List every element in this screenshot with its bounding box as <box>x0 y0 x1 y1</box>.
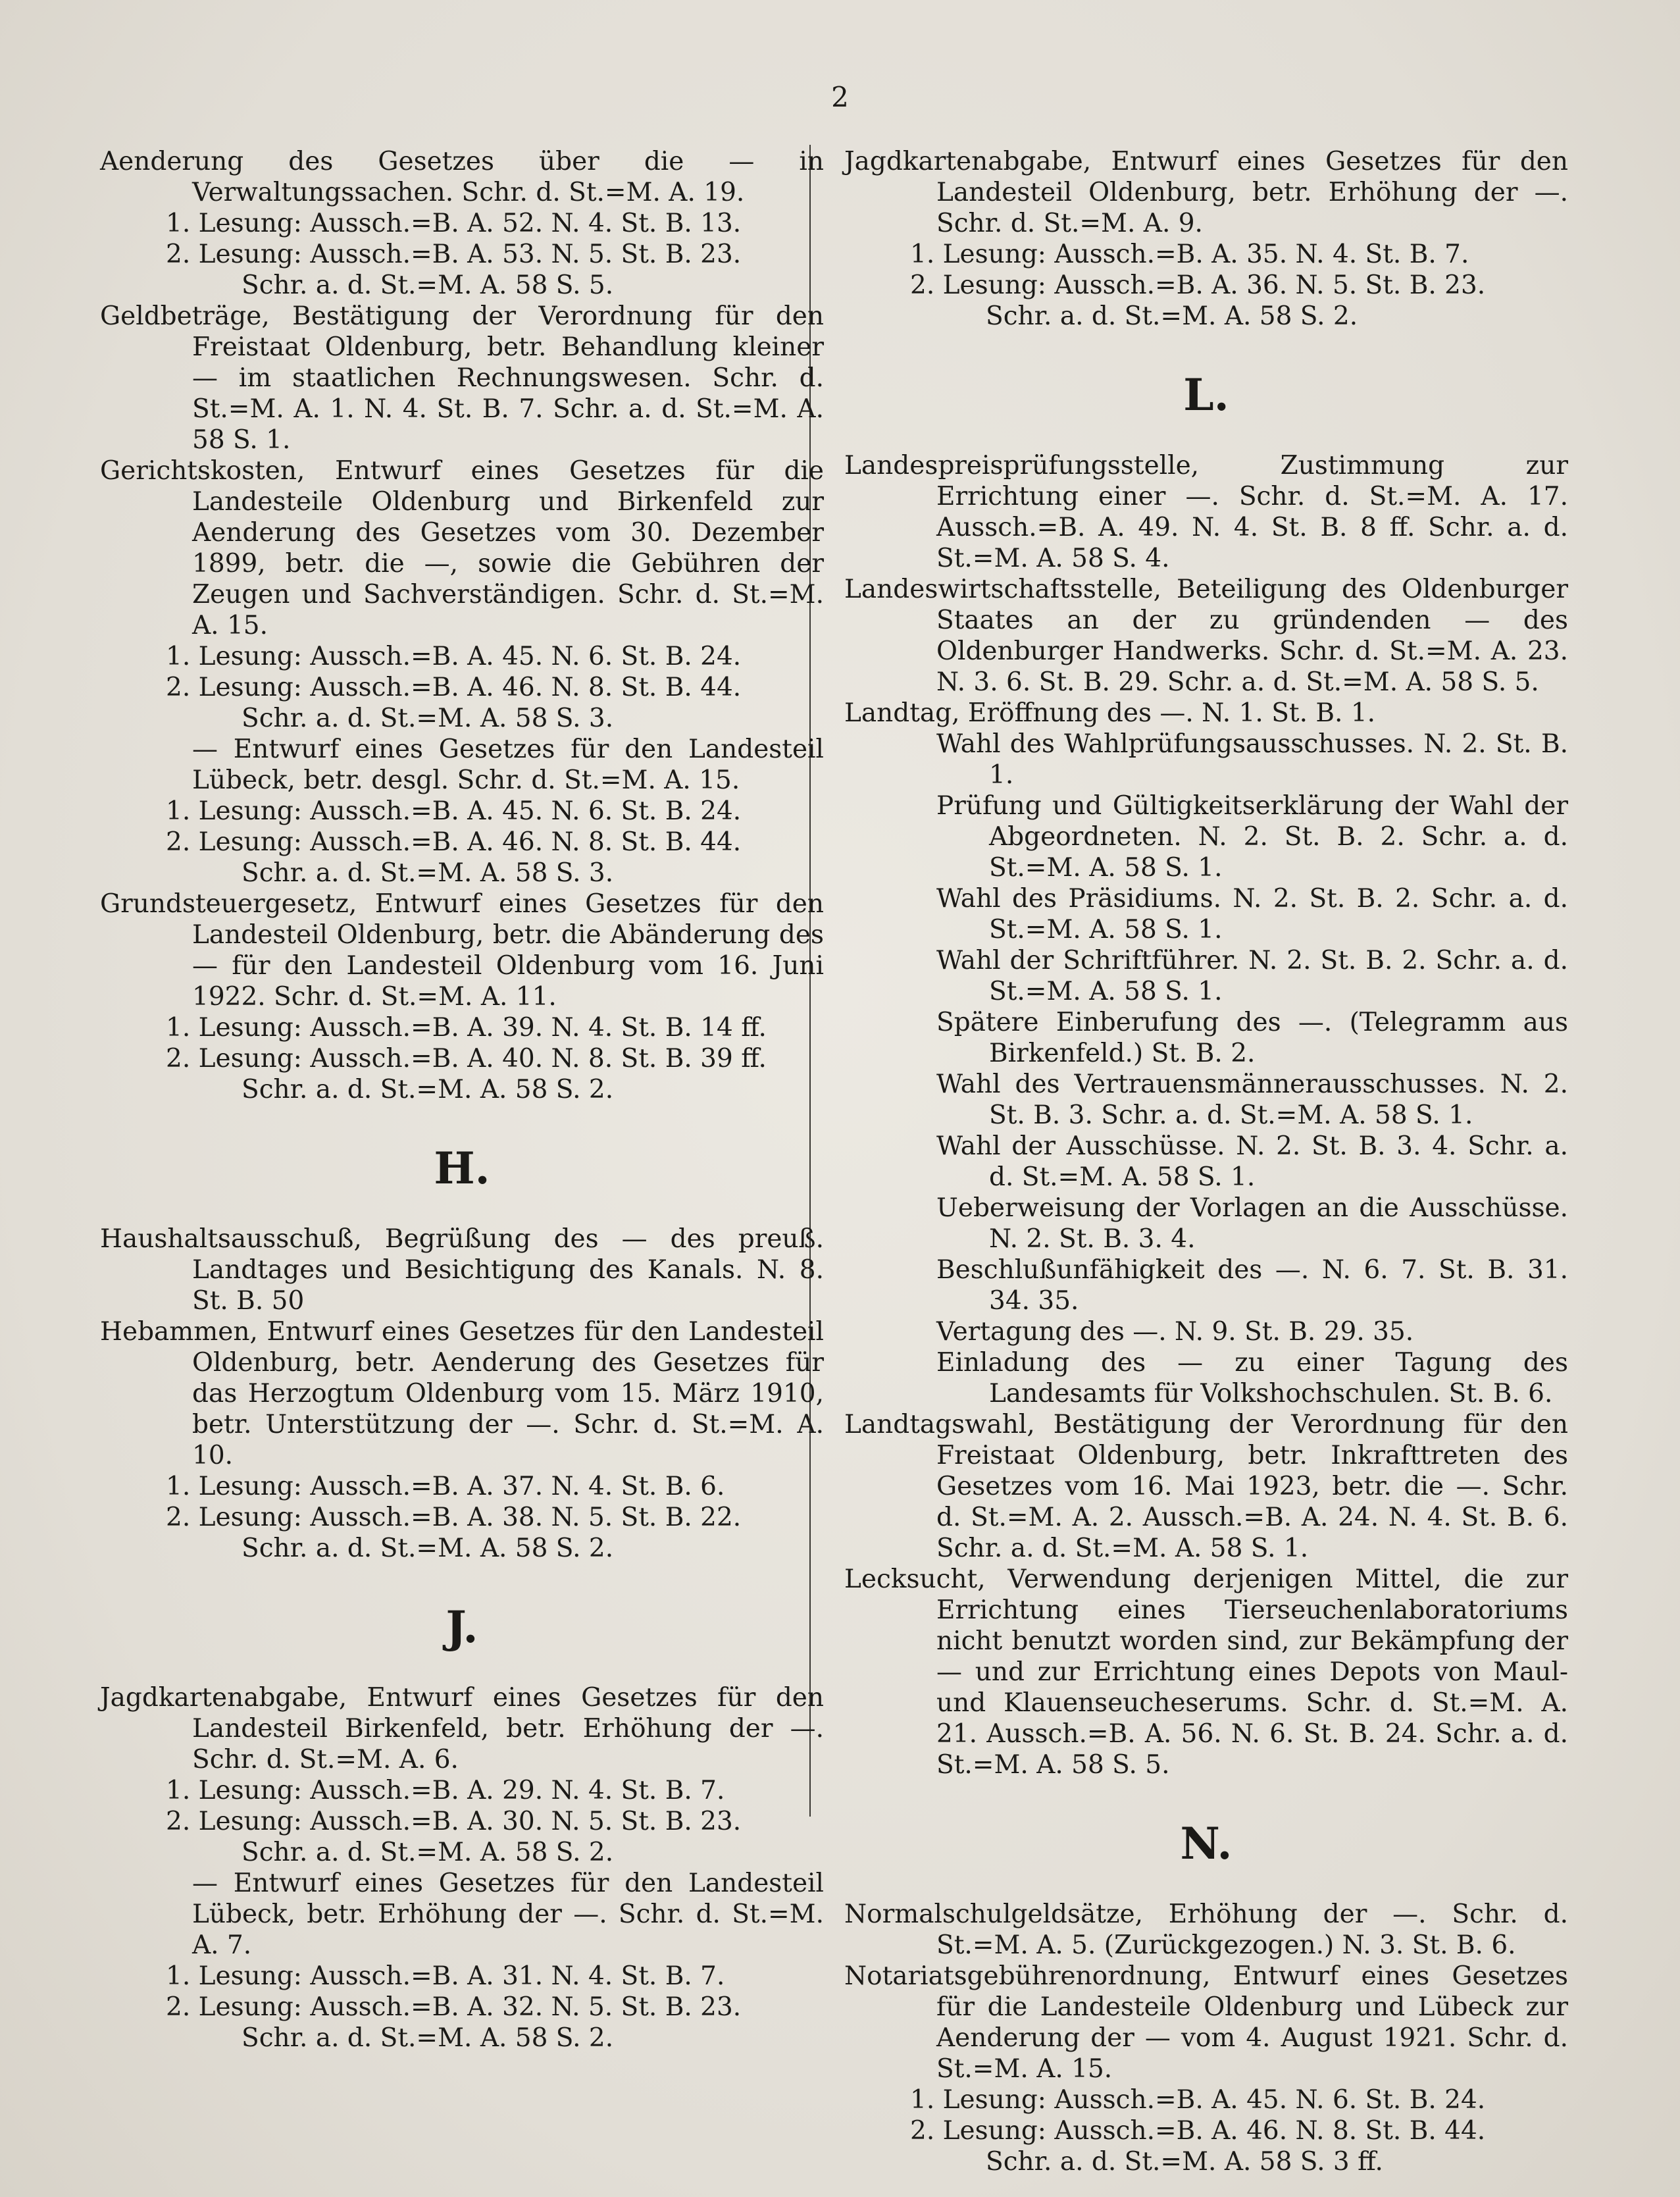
reading-line: 2. Lesung: Aussch.=B. A. 32. N. 5. St. B. 23. <box>166 1992 742 2022</box>
index-entry: Landeswirtschaftsstelle, Beteiligung des Oldenburger Staates an der zu gründenden — des Oldenburger Handwerks. Schr. d. St.=M. A. 23. N. 3. 6. St. B. 29. Schr. a. d. St.=M. A. 58 S. 5. <box>844 575 1568 697</box>
reading-line: 1. Lesung: Aussch.=B. A. 45. N. 6. St. B. 24. <box>166 642 742 671</box>
reading-line: 1. Lesung: Aussch.=B. A. 35. N. 4. St. B. 7. <box>910 240 1469 269</box>
schr-reference: Schr. a. d. St.=M. A. 58 S. 2. <box>986 301 1358 331</box>
index-entry: Jagdkartenabgabe, Entwurf eines Gesetzes für den Landesteil Oldenburg, betr. Erhöhung der —. Schr. d. St.=M. A. 9. <box>844 147 1568 238</box>
index-subitem: Wahl des Wahlprüfungsausschusses. N. 2. St. B. 1. <box>936 729 1568 790</box>
index-entry: Hebammen, Entwurf eines Gesetzes für den Landesteil Oldenburg, betr. Aenderung des Gesetzes für das Herzogtum Oldenburg vom 15. März 1910, betr. Unterstützung der —. Schr. d. St.=M. A. 10. <box>100 1317 824 1470</box>
index-entry: Gerichtskosten, Entwurf eines Gesetzes für die Landesteile Oldenburg und Birkenfeld zur Aenderung des Gesetzes vom 30. Dezember 1899, betr. die —, sowie die Gebühren der Zeugen und Sachverständigen. Schr. d. St.=M. A. 15. <box>100 456 824 640</box>
index-entry: Aenderung des Gesetzes über die — in Verwaltungssachen. Schr. d. St.=M. A. 19. <box>100 147 824 207</box>
right-column <box>844 146 1568 2177</box>
section-letter: L. <box>1183 369 1229 421</box>
index-entry: Grundsteuergesetz, Entwurf eines Gesetzes für den Landesteil Oldenburg, betr. die Abänderung des — für den Landesteil Oldenburg vom 16. Juni 1922. Schr. d. St.=M. A. 11. <box>100 889 824 1012</box>
page-number: 2 <box>831 81 849 113</box>
schr-reference: Schr. a. d. St.=M. A. 58 S. 2. <box>242 2023 614 2053</box>
index-entry: Normalschulgeldsätze, Erhöhung der —. Schr. d. St.=M. A. 5. (Zurückgezogen.) N. 3. St. B. 6. <box>844 1900 1568 1960</box>
index-subitem: Prüfung und Gültigkeitserklärung der Wahl der Abgeordneten. N. 2. St. B. 2. Schr. a. d. St.=M. A. 58 S. 1. <box>936 791 1568 883</box>
index-subitem: Wahl der Schriftführer. N. 2. St. B. 2. Schr. a. d. St.=M. A. 58 S. 1. <box>936 946 1568 1006</box>
schr-reference: Schr. a. d. St.=M. A. 58 S. 3 ff. <box>986 2147 1383 2177</box>
index-subitem: Vertagung des —. N. 9. St. B. 29. 35. <box>936 1317 1414 1347</box>
index-entry: Landtagswahl, Bestätigung der Verordnung für den Freistaat Oldenburg, betr. Inkrafttreten des Gesetzes vom 16. Mai 1923, betr. die —. Schr. d. St.=M. A. 2. Aussch.=B. A. 24. N. 4. St. B. 6. Schr. a. d. St.=M. A. 58 S. 1. <box>844 1410 1568 1563</box>
schr-reference: Schr. a. d. St.=M. A. 58 S. 3. <box>242 704 614 733</box>
index-entry: Landtag, Eröffnung des —. N. 1. St. B. 1. <box>844 698 1376 728</box>
index-subitem: Wahl des Vertrauensmännerausschusses. N. 2. St. B. 3. Schr. a. d. St.=M. A. 58 S. 1. <box>936 1070 1568 1130</box>
reading-line: 2. Lesung: Aussch.=B. A. 38. N. 5. St. B. 22. <box>166 1503 742 1532</box>
section-letter: H. <box>434 1143 490 1194</box>
index-entry: Lecksucht, Verwendung derjenigen Mittel, die zur Errichtung eines Tierseuchenlaboratoriums nicht benutzt worden sind, zur Bekämpfung der — und zur Errichtung eines Depots von Maul- und Klauenseucheserums. Schr. d. St.=M. A. 21. Aussch.=B. A. 56. N. 6. St. B. 24. Schr. a. d. St.=M. A. 58 S. 5. <box>844 1564 1568 1780</box>
reading-line: 1. Lesung: Aussch.=B. A. 45. N. 6. St. B. 24. <box>910 2085 1486 2115</box>
reading-line: 2. Lesung: Aussch.=B. A. 46. N. 8. St. B. 44. <box>910 2116 1486 2146</box>
index-subitem: Ueberweisung der Vorlagen an die Ausschüsse. N. 2. St. B. 3. 4. <box>936 1193 1568 1254</box>
index-subitem: Wahl des Präsidiums. N. 2. St. B. 2. Schr. a. d. St.=M. A. 58 S. 1. <box>936 884 1568 944</box>
reading-line: 1. Lesung: Aussch.=B. A. 29. N. 4. St. B. 7. <box>166 1776 725 1805</box>
reading-line: 2. Lesung: Aussch.=B. A. 46. N. 8. St. B. 44. <box>166 827 742 857</box>
index-subitem: Einladung des — zu einer Tagung des Landesamts für Volkshochschulen. St. B. 6. <box>936 1348 1568 1409</box>
schr-reference: Schr. a. d. St.=M. A. 58 S. 5. <box>242 271 614 300</box>
reading-line: 2. Lesung: Aussch.=B. A. 40. N. 8. St. B. 39 ff. <box>166 1044 767 1073</box>
section-letter: J. <box>445 1601 478 1653</box>
section-letter: N. <box>1180 1818 1233 1869</box>
index-entry: Haushaltsausschuß, Begrüßung des — des preuß. Landtages und Besichtigung des Kanals. N. 8. St. B. 50 <box>100 1224 824 1316</box>
reading-line: 1. Lesung: Aussch.=B. A. 52. N. 4. St. B. 13. <box>166 209 742 238</box>
index-entry: Jagdkartenabgabe, Entwurf eines Gesetzes für den Landesteil Birkenfeld, betr. Erhöhung der —. Schr. d. St.=M. A. 6. <box>100 1683 824 1774</box>
index-entry: Notariatsgebührenordnung, Entwurf eines Gesetzes für die Landesteile Oldenburg und Lübeck zur Aenderung der — vom 4. August 1921. Schr. d. St.=M. A. 15. <box>844 1961 1568 2084</box>
reading-line: 2. Lesung: Aussch.=B. A. 53. N. 5. St. B. 23. <box>166 240 742 269</box>
index-subitem: Beschlußunfähigkeit des —. N. 6. 7. St. B. 31. 34. 35. <box>936 1255 1568 1316</box>
index-entry: — Entwurf eines Gesetzes für den Landesteil Lübeck, betr. Erhöhung der —. Schr. d. St.=M. A. 7. <box>192 1869 824 1960</box>
index-entry: — Entwurf eines Gesetzes für den Landesteil Lübeck, betr. desgl. Schr. d. St.=M. A. 15. <box>192 735 824 795</box>
schr-reference: Schr. a. d. St.=M. A. 58 S. 2. <box>242 1534 614 1563</box>
index-entry: Geldbeträge, Bestätigung der Verordnung für den Freistaat Oldenburg, betr. Behandlung kleiner — im staatlichen Rechnungswesen. Schr. d. St.=M. A. 1. N. 4. St. B. 7. Schr. a. d. St.=M. A. 58 S. 1. <box>100 301 824 455</box>
reading-line: 2. Lesung: Aussch.=B. A. 30. N. 5. St. B. 23. <box>166 1807 742 1836</box>
schr-reference: Schr. a. d. St.=M. A. 58 S. 2. <box>242 1075 614 1104</box>
reading-line: 2. Lesung: Aussch.=B. A. 46. N. 8. St. B. 44. <box>166 673 742 702</box>
reading-line: 1. Lesung: Aussch.=B. A. 31. N. 4. St. B. 7. <box>166 1961 725 1991</box>
reading-line: 1. Lesung: Aussch.=B. A. 37. N. 4. St. B. 6. <box>166 1472 725 1501</box>
reading-line: 1. Lesung: Aussch.=B. A. 45. N. 6. St. B. 24. <box>166 796 742 826</box>
reading-line: 1. Lesung: Aussch.=B. A. 39. N. 4. St. B. 14 ff. <box>166 1013 767 1043</box>
index-subitem: Wahl der Ausschüsse. N. 2. St. B. 3. 4. Schr. a. d. St.=M. A. 58 S. 1. <box>936 1131 1568 1192</box>
left-column <box>100 146 824 2054</box>
index-subitem: Spätere Einberufung des —. (Telegramm aus Birkenfeld.) St. B. 2. <box>936 1008 1568 1068</box>
reading-line: 2. Lesung: Aussch.=B. A. 36. N. 5. St. B. 23. <box>910 271 1486 300</box>
schr-reference: Schr. a. d. St.=M. A. 58 S. 3. <box>242 858 614 888</box>
schr-reference: Schr. a. d. St.=M. A. 58 S. 2. <box>242 1838 614 1867</box>
index-entry: Landespreisprüfungsstelle, Zustimmung zur Errichtung einer —. Schr. d. St.=M. A. 17. Aussch.=B. A. 49. N. 4. St. B. 8 ff. Schr. a. d. St.=M. A. 58 S. 4. <box>844 451 1568 573</box>
